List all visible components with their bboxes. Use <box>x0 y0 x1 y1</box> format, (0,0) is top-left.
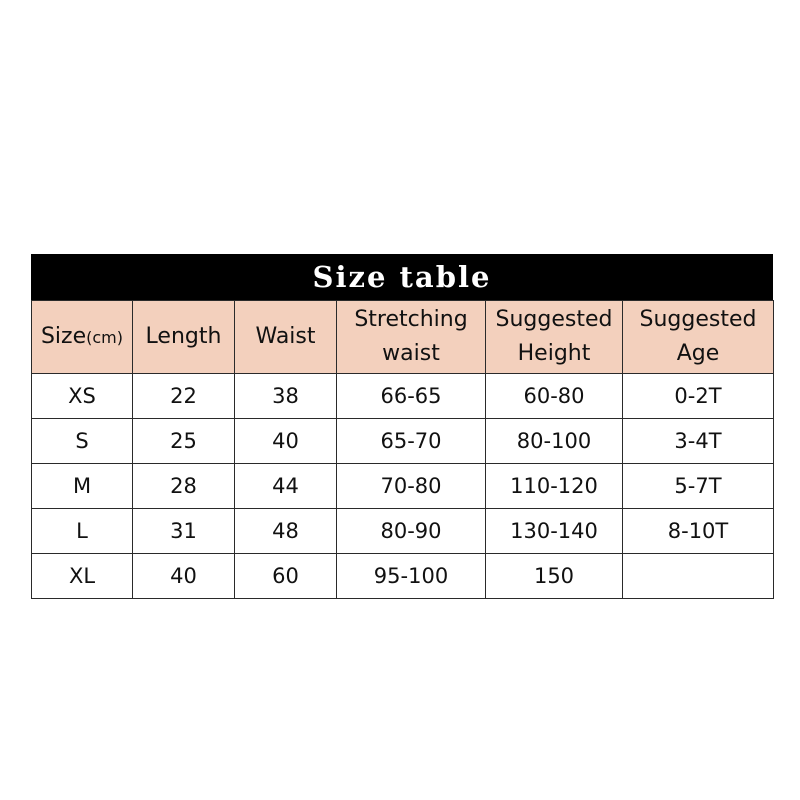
header-height-line1: Suggested <box>495 307 613 332</box>
header-stretching-line1: Stretching <box>354 307 468 332</box>
cell-age: 5-7T <box>623 464 774 509</box>
header-length: Length <box>133 301 235 374</box>
cell-waist: 38 <box>235 374 337 419</box>
cell-size: S <box>32 419 133 464</box>
cell-age: 8-10T <box>623 509 774 554</box>
table-row <box>32 374 774 419</box>
cell-stretching-waist: 95-100 <box>337 554 486 599</box>
cell-size: L <box>32 509 133 554</box>
cell-size: M <box>32 464 133 509</box>
header-height-line2: Height <box>517 341 591 366</box>
header-age-line1: Suggested <box>639 307 757 332</box>
cell-size: XL <box>32 554 133 599</box>
cell-age: 3-4T <box>623 419 774 464</box>
cell-size: XS <box>32 374 133 419</box>
header-suggested-age <box>623 301 774 374</box>
header-stretching-line2: waist <box>382 341 440 366</box>
table-row <box>32 509 774 554</box>
header-row <box>32 301 774 374</box>
table-row <box>32 554 774 599</box>
table-title: Size table <box>31 254 773 300</box>
cell-height: 80-100 <box>486 419 623 464</box>
cell-height: 60-80 <box>486 374 623 419</box>
cell-stretching-waist: 65-70 <box>337 419 486 464</box>
table-row <box>32 419 774 464</box>
header-suggested-height <box>486 301 623 374</box>
header-stretching-waist <box>337 301 486 374</box>
size-table <box>31 254 773 599</box>
cell-length: 40 <box>133 554 235 599</box>
cell-height: 110-120 <box>486 464 623 509</box>
cell-length: 22 <box>133 374 235 419</box>
cell-age: 0-2T <box>623 374 774 419</box>
table-row <box>32 464 774 509</box>
header-size-label: Size <box>40 323 87 349</box>
header-age-line2: Age <box>676 341 720 366</box>
cell-length: 25 <box>133 419 235 464</box>
header-size-unit: (cm) <box>86 327 124 347</box>
cell-height: 130-140 <box>486 509 623 554</box>
cell-stretching-waist: 70-80 <box>337 464 486 509</box>
cell-stretching-waist: 80-90 <box>337 509 486 554</box>
cell-age <box>623 554 774 599</box>
cell-length: 28 <box>133 464 235 509</box>
header-waist: Waist <box>235 301 337 374</box>
cell-waist: 48 <box>235 509 337 554</box>
size-grid <box>31 300 774 599</box>
header-size <box>32 301 133 374</box>
cell-height: 150 <box>486 554 623 599</box>
cell-length: 31 <box>133 509 235 554</box>
cell-waist: 44 <box>235 464 337 509</box>
cell-waist: 60 <box>235 554 337 599</box>
cell-stretching-waist: 66-65 <box>337 374 486 419</box>
cell-waist: 40 <box>235 419 337 464</box>
